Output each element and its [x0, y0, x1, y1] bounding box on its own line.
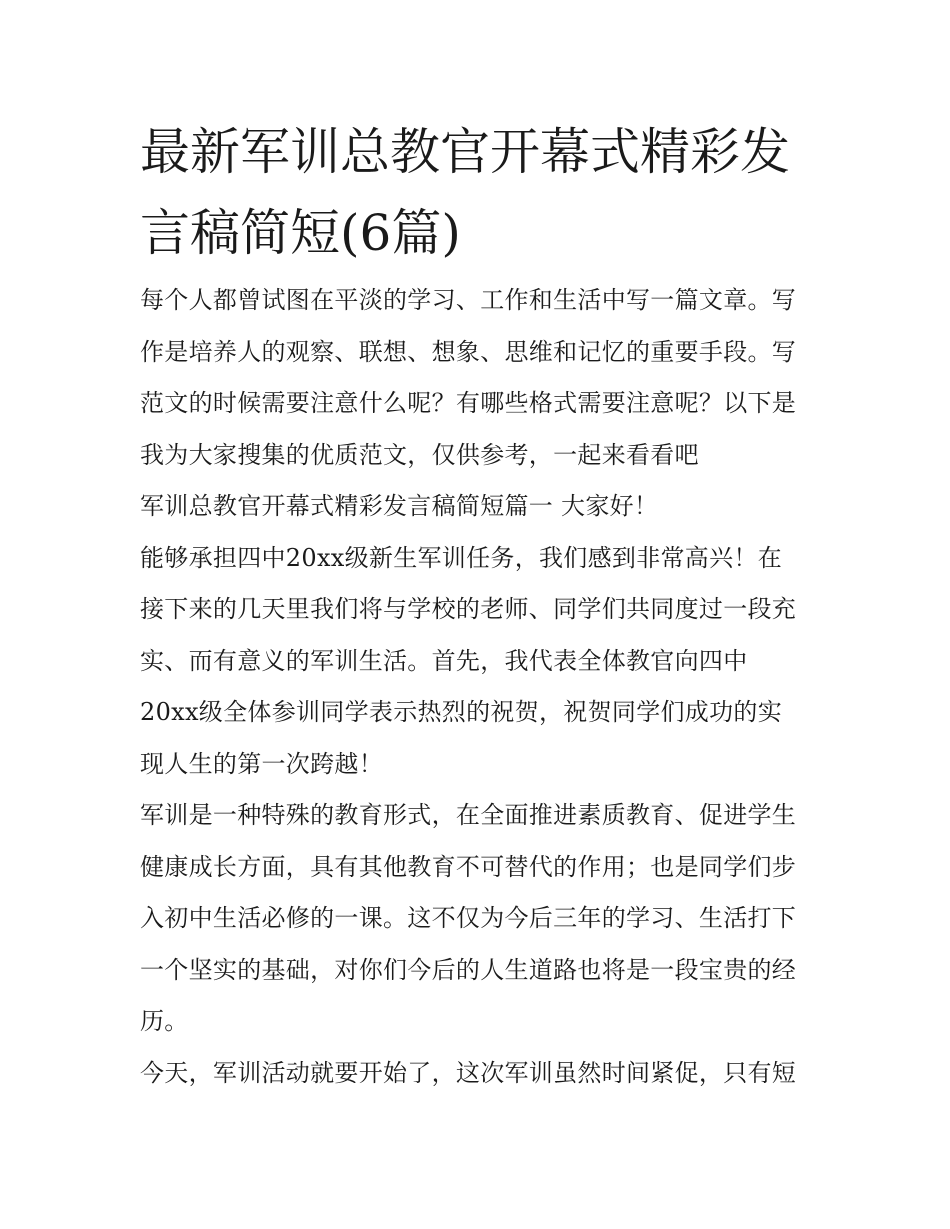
body-paragraph — [140, 1048, 830, 1100]
text-line: 健康成长方面，具有其他教育不可替代的作用；也是同学们步 — [140, 852, 797, 881]
text-line: 作是培养人的观察、联想、想象、思维和记忆的重要手段。写 — [140, 337, 797, 366]
text-line: 接下来的几天里我们将与学校的老师、同学们共同度过一段充 — [140, 595, 797, 623]
text-line: 一个坚实的基础，对你们今后的人生道路也将是一段宝贵的经 — [140, 955, 797, 984]
text-line: 20xx级全体参训同学表示热烈的祝贺，祝贺同学们成功的实 — [140, 698, 783, 726]
text-line: 入初中生活必修的一课。这不仅为今后三年的学习、生活打下 — [140, 904, 797, 932]
body-paragraph — [140, 533, 830, 791]
text-line: 范文的时候需要注意什么呢？有哪些格式需要注意呢？以下是 — [140, 389, 797, 417]
text-line: 军训是一种特殊的教育形式，在全面推进素质教育、促进学生 — [140, 801, 797, 829]
section-heading-paragraph — [140, 481, 830, 533]
title-line: 言稿简短(6篇) — [140, 204, 461, 262]
title-line: 最新军训总教官开幕式精彩发 — [140, 123, 790, 181]
text-line: 能够承担四中20xx级新生军训任务，我们感到非常高兴！在 — [140, 543, 783, 572]
text-line: 现人生的第一次跨越！ — [140, 749, 383, 778]
text-line: 历。 — [140, 1007, 189, 1035]
body-paragraph — [140, 790, 830, 1048]
document-title — [140, 112, 820, 274]
document-body — [140, 275, 830, 1099]
text-line: 实、而有意义的军训生活。首先，我代表全体教官向四中 — [140, 646, 748, 675]
text-line: 今天，军训活动就要开始了，这次军训虽然时间紧促，只有短 — [140, 1058, 797, 1087]
text-line: 我为大家搜集的优质范文，仅供参考，一起来看看吧 — [140, 440, 699, 469]
text-line: 每个人都曾试图在平淡的学习、工作和生活中写一篇文章。写 — [140, 286, 797, 314]
text-line: 军训总教官开幕式精彩发言稿简短篇一 大家好！ — [140, 492, 659, 520]
intro-paragraph — [140, 275, 830, 481]
